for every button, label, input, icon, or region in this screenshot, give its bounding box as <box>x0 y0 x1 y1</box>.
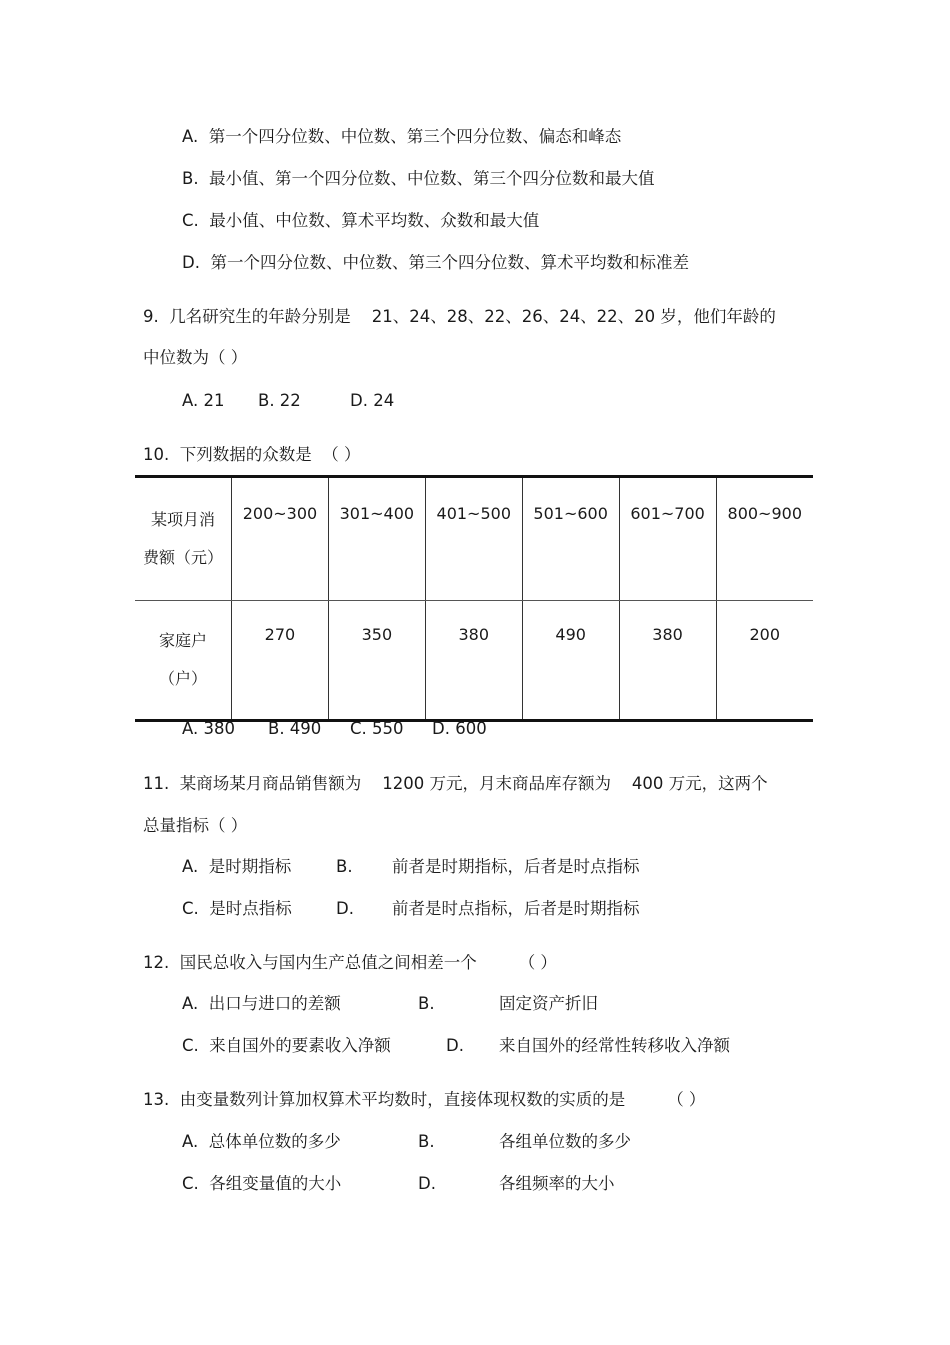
q11-stem-line1: 11. 某商场某月商品销售额为 1200 万元，月末商品库存额为 400 万元，这两个 <box>143 774 768 793</box>
q12-option-a: A. 出口与进口的差额 <box>182 994 341 1013</box>
table-cell: 501~600 <box>522 477 619 601</box>
q8-option-b: B. 最小值、第一个四分位数、中位数、第三个四分位数和最大值 <box>182 169 655 188</box>
q11-option-d: 前者是时点指标，后者是时期指标 <box>392 899 640 918</box>
table-cell: 200~300 <box>232 477 329 601</box>
q12-option-c: C. 来自国外的要素收入净额 <box>182 1036 391 1055</box>
q9-stem-line2: 中位数为（ ） <box>143 348 248 367</box>
q10-option-d: D. 600 <box>432 719 487 738</box>
q11-option-d-letter: D. <box>336 899 354 918</box>
table-cell: 490 <box>522 601 619 721</box>
q10-data-table <box>135 475 813 722</box>
q12-stem: 12. 国民总收入与国内生产总值之间相差一个 （ ） <box>143 953 557 972</box>
q11-option-b: 前者是时期指标，后者是时点指标 <box>392 857 640 876</box>
table-cell: 380 <box>619 601 716 721</box>
q8-option-c: C. 最小值、中位数、算术平均数、众数和最大值 <box>182 211 540 230</box>
q9-option-d: D. 24 <box>350 391 395 410</box>
q10-stem: 10. 下列数据的众数是 （ ） <box>143 445 361 464</box>
table-cell: 350 <box>328 601 425 721</box>
q12-option-b-letter: B. <box>418 994 435 1013</box>
q8-option-d: D. 第一个四分位数、中位数、第三个四分位数、算术平均数和标准差 <box>182 253 689 272</box>
table-cell: 200 <box>716 601 813 721</box>
q11-option-b-letter: B. <box>336 857 353 876</box>
q13-option-b: 各组单位数的多少 <box>499 1132 631 1151</box>
q12-option-b: 固定资产折旧 <box>499 994 598 1013</box>
row-header-line: 家庭户 <box>158 631 207 650</box>
table-row-header <box>135 477 232 601</box>
q13-option-c: C. 各组变量值的大小 <box>182 1174 342 1193</box>
q8-option-a: A. 第一个四分位数、中位数、第三个四分位数、偏态和峰态 <box>182 127 622 146</box>
q12-option-d: 来自国外的经常性转移收入净额 <box>499 1036 730 1055</box>
q13-option-d: 各组频率的大小 <box>499 1174 615 1193</box>
q11-option-a: A. 是时期指标 <box>182 857 292 876</box>
q9-stem-line1: 9. 几名研究生的年龄分别是 21、24、28、22、26、24、22、20 岁，他们年龄的 <box>143 307 776 326</box>
q13-option-d-letter: D. <box>418 1174 436 1193</box>
q10-option-c: C. 550 <box>350 719 404 738</box>
table-row <box>135 601 813 721</box>
q11-stem-line2: 总量指标（ ） <box>143 816 248 835</box>
q9-option-a: A. 21 <box>182 391 225 410</box>
q13-stem: 13. 由变量数列计算加权算术平均数时，直接体现权数的实质的是 （ ） <box>143 1090 706 1109</box>
table-cell: 800~900 <box>716 477 813 601</box>
table-row-header <box>135 601 232 721</box>
table-cell: 301~400 <box>328 477 425 601</box>
q12-option-d-letter: D. <box>446 1036 464 1055</box>
table-cell: 601~700 <box>619 477 716 601</box>
row-header-line: （户） <box>158 669 207 688</box>
q9-option-b: B. 22 <box>258 391 301 410</box>
table-cell: 401~500 <box>425 477 522 601</box>
table-row <box>135 477 813 601</box>
table-cell: 380 <box>425 601 522 721</box>
table-cell: 270 <box>232 601 329 721</box>
row-header-line: 费额（元） <box>142 548 223 567</box>
q10-option-b: B. 490 <box>268 719 322 738</box>
q13-option-b-letter: B. <box>418 1132 435 1151</box>
q11-option-c: C. 是时点指标 <box>182 899 292 918</box>
q10-option-a: A. 380 <box>182 719 235 738</box>
q13-option-a: A. 总体单位数的多少 <box>182 1132 341 1151</box>
row-header-line: 某项月消 <box>150 510 215 529</box>
